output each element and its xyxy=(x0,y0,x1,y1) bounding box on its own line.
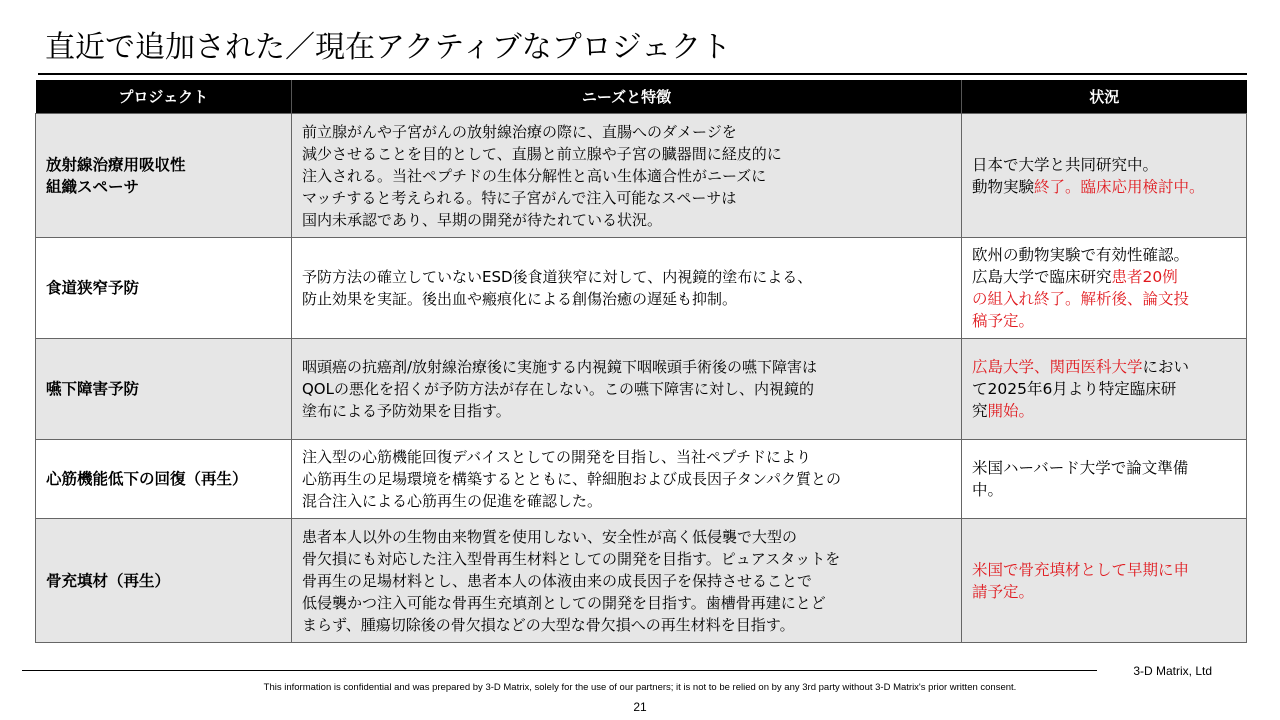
column-header-status: 状況 xyxy=(962,80,1247,114)
table-row xyxy=(36,339,1247,440)
status-cell xyxy=(962,339,1247,440)
page-number: 21 xyxy=(633,700,647,714)
project-name: 放射線治療用吸収性 組織スペーサ xyxy=(36,114,292,238)
project-name: 食道狭窄予防 xyxy=(36,238,292,339)
table-header-row xyxy=(36,80,1247,114)
status-cell xyxy=(962,114,1247,238)
needs-description: 予防方法の確立していないESD後食道狭窄に対して、内視鏡的塗布による、 防止効果を実証。後出血や瘢痕化による創傷治癒の遅延も抑制。 xyxy=(292,238,962,339)
page-title: 直近で追加された／現在アクティブなプロジェクト xyxy=(45,30,732,65)
needs-description: 咽頭癌の抗癌剤/放射線治療後に実施する内視鏡下咽喉頭手術後の嚥下障害は QOLの悪化を招くが予防方法が存在しない。この嚥下障害に対し、内視鏡的 塗布による予防効果を目指す。 xyxy=(292,339,962,440)
status-text: におい て2025年6月より特定臨床研 究 xyxy=(972,358,1190,420)
project-name: 心筋機能低下の回復（再生） xyxy=(36,440,292,519)
confidentiality-disclaimer: This information is confidential and was prepared by 3-D Matrix, solely for the use of our partners; it is not to be relied on by any 3rd party without 3-D Matrix's prior written consent. xyxy=(263,682,1017,693)
status-highlight: 開始。 xyxy=(987,402,1035,420)
status-text: 欧州の動物実験で有効性確認。 広島大学で臨床研究 xyxy=(972,246,1190,286)
table-row xyxy=(36,519,1247,643)
status-highlight: 終了。臨床応用検討中。 xyxy=(1034,177,1205,196)
table-row xyxy=(36,114,1247,238)
projects-table xyxy=(35,80,1247,643)
status-cell xyxy=(962,238,1247,339)
status-cell xyxy=(962,440,1247,519)
status-highlight: 広島大学、関西医科大学 xyxy=(972,358,1143,376)
column-header-needs: ニーズと特徴 xyxy=(292,80,962,114)
table-row xyxy=(36,238,1247,339)
status-text: 日本で大学と共同研究中。 動物実験 xyxy=(972,155,1159,196)
table-row xyxy=(36,440,1247,519)
status-cell xyxy=(962,519,1247,643)
column-header-project: プロジェクト xyxy=(36,80,292,114)
company-name: 3-D Matrix, Ltd xyxy=(1133,664,1212,678)
status-highlight: 患者20例 の組入れ終了。解析後、論文投 稿予定。 xyxy=(972,268,1190,330)
needs-description: 注入型の心筋機能回復デバイスとしての開発を目指し、当社ペプチドにより 心筋再生の足場環境を構築するとともに、幹細胞および成長因子タンパク質との 混合注入による心筋再生の促進を確認した。 xyxy=(292,440,962,519)
project-name: 骨充填材（再生） xyxy=(36,519,292,643)
title-underline xyxy=(38,73,1247,75)
status-highlight: 米国で骨充填材として早期に申 請予定。 xyxy=(972,560,1190,601)
footer-divider xyxy=(22,670,1097,671)
needs-description: 前立腺がんや子宮がんの放射線治療の際に、直腸へのダメージを 減少させることを目的として、直腸と前立腺や子宮の臓器間に経皮的に 注入される。当社ペプチドの生体分解性と高い生体適合性がニーズに マッチすると考えられる。特に子宮がんで注入可能なスペーサは 国内未承認であり、早期の開発が待たれている状況。 xyxy=(292,114,962,238)
needs-description: 患者本人以外の生物由来物質を使用しない、安全性が高く低侵襲で大型の 骨欠損にも対応した注入型骨再生材料としての開発を目指す。ピュアスタットを 骨再生の足場材料とし、患者本人の体液由来の成長因子を保持させることで 低侵襲かつ注入可能な骨再生充填剤としての開発を目指す。歯槽骨再建にとど まらず、腫瘍切除後の骨欠損などの大型な骨欠損への再生材料を目指す。 xyxy=(292,519,962,643)
project-name: 嚥下障害予防 xyxy=(36,339,292,440)
status-text: 米国ハーバード大学で論文準備 中。 xyxy=(972,459,1189,499)
